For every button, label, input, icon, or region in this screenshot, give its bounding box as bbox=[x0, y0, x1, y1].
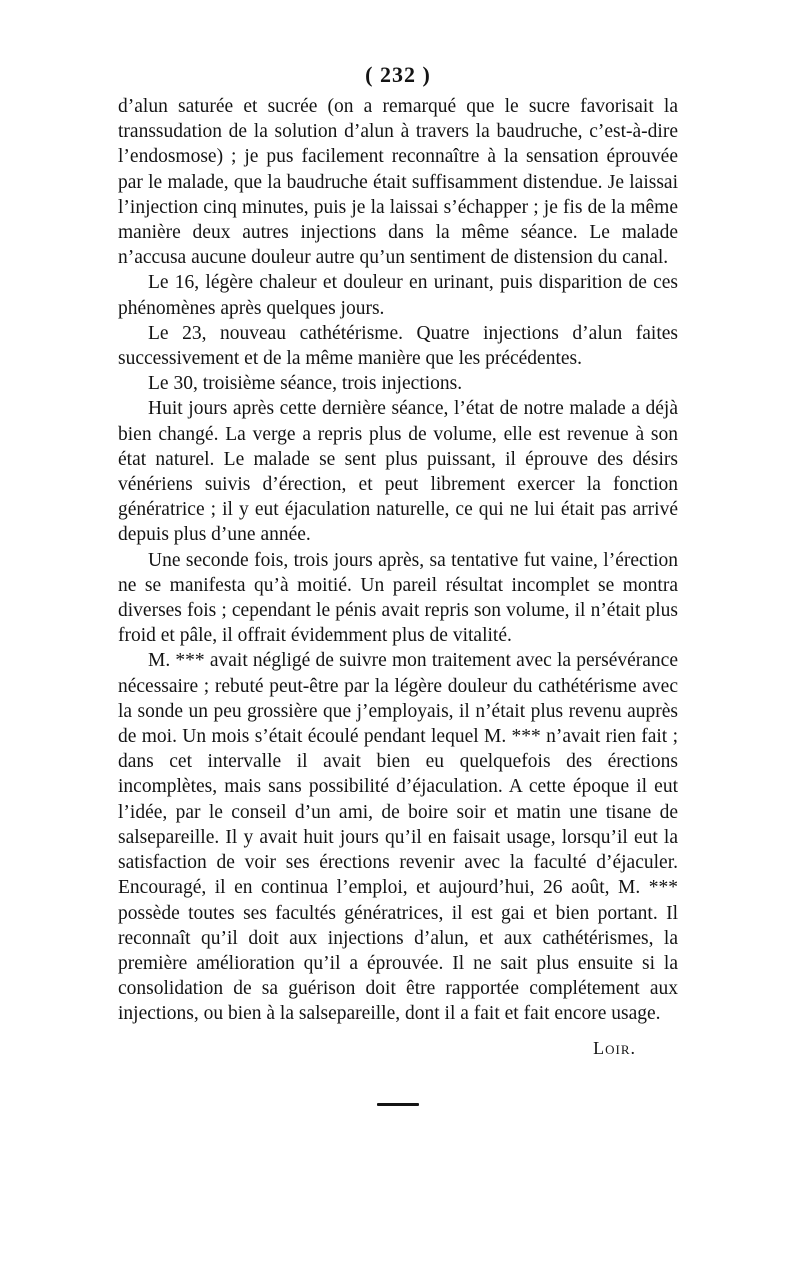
paragraph-second-attempt: Une seconde fois, trois jours après, sa tentative fut vaine, l’érection ne se manifesta qu’à moitié. Un pareil résultat incomplet se montra diverses fois ; cependant le pénis avait repris son volume, il n’était plus froid et pâle, il offrait évidemment plus de vitalité. bbox=[118, 549, 678, 647]
author-signature: Loir. bbox=[593, 1037, 636, 1058]
end-rule-divider bbox=[377, 1103, 419, 1106]
paragraph-day-30: Le 30, troisième séance, trois injections. bbox=[148, 373, 463, 395]
paragraph-treatment-outcome: M. *** avait négligé de suivre mon traitement avec la persévérance nécessaire ; rebuté peut-être par la légère douleur du cathétérisme avec la sonde un peu grossière que j’employais, il n’était plus revenu auprès de moi. Un mois s’était écoulé pendant lequel M. *** n’avait rien fait ; dans cet intervalle il avait bien eu quelquefois des érections incomplètes, mais sans possibilité d’éjaculation. A cette époque il eut l’idée, par le conseil d’un ami, de boire soir et matin une tisane de salsepareille. Il y avait huit jours qu’il en faisait usage, lorsqu’il eut la satisfaction de voir ses érections revenir avec la faculté d’éjaculer. Encouragé, il en continua l’emploi, et aujourd’hui, 26 août, M. *** possède toutes ses facultés génératrices, il est gai et bien portant. Il reconnaît qu’il doit aux injections d’alun, et aux cathétérismes, la première amélioration qu’il a éprouvée. Il ne sait plus ensuite si la consolidation de sa guérison doit être rapportée complétement aux injections, ou bien à la salsepareille, dont il a fait et fait encore usage. bbox=[118, 650, 678, 1025]
paragraph-continuation: d’alun saturée et sucrée (on a remarqué que le sucre favorisait la transsudation de la solution d’alun à travers la baudruche, c’est-à-dire l’endosmose) ; je pus facilement reconnaître à la sensation éprouvée par le malade, que la baudruche était suffisamment distendue. Je laissai l’injection cinq minutes, puis je la laissai s’échapper ; je fis de la même manière deux autres injections dans la même séance. Le malade n’accusa aucune douleur autre qu’un sentiment de distension du canal. bbox=[118, 96, 678, 269]
paragraph-day-16: Le 16, légère chaleur et douleur en urinant, puis disparition de ces phénomènes après quelques jours. bbox=[118, 272, 678, 319]
paragraph-day-23: Le 23, nouveau cathétérisme. Quatre injections d’alun faites successivement et de la même manière que les précédentes. bbox=[118, 322, 678, 370]
paragraph-eight-days-after: Huit jours après cette dernière séance, l’état de notre malade a déjà bien changé. La verge a repris plus de volume, elle est revenue à son état naturel. Le malade se sent plus puissant, il éprouve des désirs vénériens suivis d’érection, et peut librement exercer la fonction génératrice ; il y eut éjaculation naturelle, ce qui ne lui était pas arrivé depuis plus d’une année. bbox=[118, 398, 678, 546]
page-number: ( 232 ) bbox=[365, 62, 431, 87]
page bbox=[118, 60, 678, 1106]
